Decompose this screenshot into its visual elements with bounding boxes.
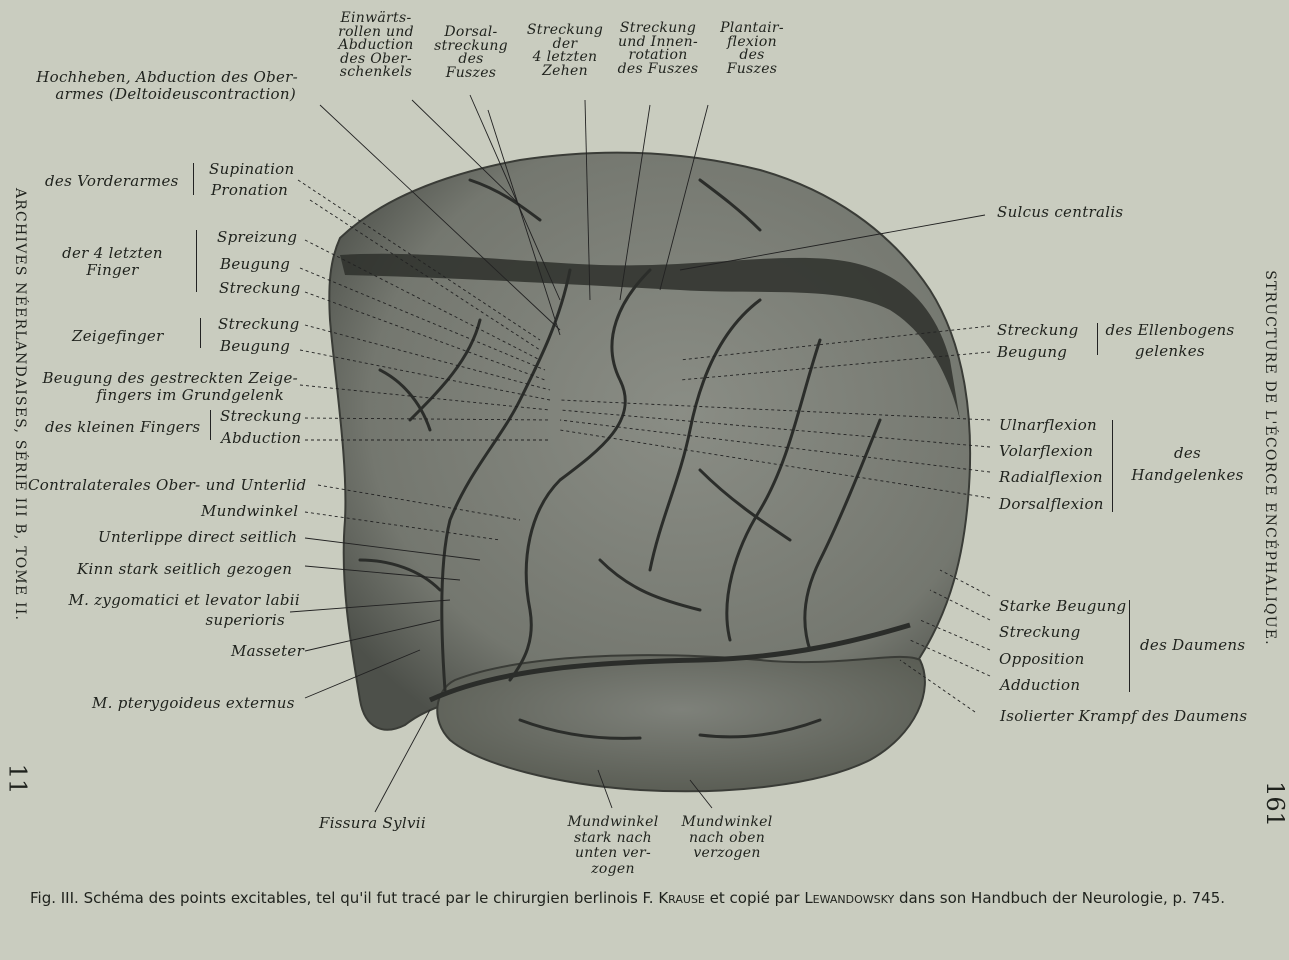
label-handgelenkes: des Handgelenkes (1131, 444, 1244, 484)
caption-lewandowsky: Lewandowsky (804, 889, 895, 907)
label-mundwinkel-oben: Mundwinkel nach oben verzogen (681, 814, 773, 861)
caption-suffix: dans son Handbuch der Neurologie, p. 745. (898, 889, 1226, 907)
brain-hemisphere (329, 153, 970, 730)
label-dorsalstreckung: Dorsal- streckung des Fuszes (434, 24, 508, 81)
label-kinn: Kinn stark seitlich gezogen (77, 560, 293, 578)
label-beugung-ellenbogen: Beugung (997, 343, 1068, 361)
right-page-number: 161 (1260, 781, 1289, 827)
figure-caption (30, 888, 1260, 908)
label-ellenbogens: des Ellenbogens gelenkes (1105, 321, 1235, 360)
left-page-number: 11 (3, 763, 32, 795)
label-ulnarflexion: Ulnarflexion (999, 416, 1097, 434)
label-unterlippe: Unterlippe direct seitlich (98, 528, 298, 546)
label-mundwinkel: Mundwinkel (201, 502, 299, 520)
label-unterlid: Contralaterales Ober- und Unterlid (28, 476, 307, 494)
label-abduction: Abduction (221, 429, 302, 447)
label-volarflexion: Volarflexion (999, 442, 1094, 460)
label-fissura-sylvii: Fissura Sylvii (319, 814, 426, 832)
label-finger4: der 4 letzten Finger (62, 244, 163, 279)
label-beugung-2: Beugung (220, 337, 291, 355)
label-streckung-ellenbogen: Streckung (997, 321, 1079, 339)
label-isolierter-krampf: Isolierter Krampf des Daumens (1000, 707, 1248, 725)
label-plantairflexion: Plantair- flexion des Fuszes (720, 20, 784, 77)
label-sulcus-centralis: Sulcus centralis (997, 203, 1124, 221)
label-oberschenkel: Einwärts- rollen und Abduction des Ober- schenkels (338, 10, 414, 80)
label-dorsalflexion: Dorsalflexion (999, 495, 1104, 513)
label-adduction: Adduction (1000, 676, 1081, 694)
label-supination: Supination (209, 160, 295, 178)
label-streckung-1: Streckung (219, 279, 301, 297)
brace-finger4 (196, 230, 197, 292)
brace-kleinen-fingers (210, 410, 211, 440)
brace-vorderarmes (193, 163, 194, 195)
brace-handgelenk (1112, 420, 1113, 512)
label-spreizung: Spreizung (217, 228, 298, 246)
label-streckung-2: Streckung (218, 315, 300, 333)
label-zygomatici: M. zygomatici et levator labii superioris (68, 591, 300, 629)
label-hochheben: Hochheben, Abduction des Ober- armes (Deltoideuscontraction) (36, 68, 298, 103)
caption-prefix: Fig. III. Schéma des points excitables, tel qu'il fut tracé par le chirurgien berlinois F. (30, 889, 654, 907)
label-starke-beugung: Starke Beugung (999, 597, 1127, 615)
label-zehen: Streckung der 4 letzten Zehen (526, 22, 604, 79)
label-kleinen-fingers: des kleinen Fingers (45, 418, 201, 436)
brace-zeigefinger (200, 318, 201, 348)
label-zeigefinger: Zeigefinger (72, 327, 164, 345)
label-pronation: Pronation (211, 181, 289, 199)
label-mundwinkel-unten: Mundwinkel stark nach unten ver- zogen (567, 814, 659, 877)
label-beugung-1: Beugung (220, 255, 291, 273)
label-radialflexion: Radialflexion (999, 468, 1103, 486)
label-vorderarmes: des Vorderarmes (45, 172, 179, 190)
label-streckung-daumen: Streckung (999, 623, 1081, 641)
label-innenrotation: Streckung und Innen- rotation des Fuszes (617, 20, 699, 77)
label-opposition: Opposition (999, 650, 1085, 668)
label-pterygoideus: M. pterygoideus externus (92, 694, 295, 712)
label-beugung-gestreckt: Beugung des gestreckten Zeige- fingers im Grundgelenk (42, 369, 298, 404)
label-masseter: Masseter (231, 642, 305, 660)
brace-ellenbogen (1097, 323, 1098, 355)
label-des-daumens: des Daumens (1140, 636, 1246, 654)
caption-middle: et copié par (709, 889, 800, 907)
brace-daumen (1129, 600, 1130, 692)
right-running-head: STRUCTURE DE L'ÉCORCE ENCÉPHALIQUE. (1262, 270, 1278, 646)
left-running-head: ARCHIVES NÉERLANDAISES, SÉRIE III B, TOME II. (12, 188, 28, 622)
caption-krause: Krause (658, 889, 705, 907)
label-streckung-3: Streckung (220, 407, 302, 425)
